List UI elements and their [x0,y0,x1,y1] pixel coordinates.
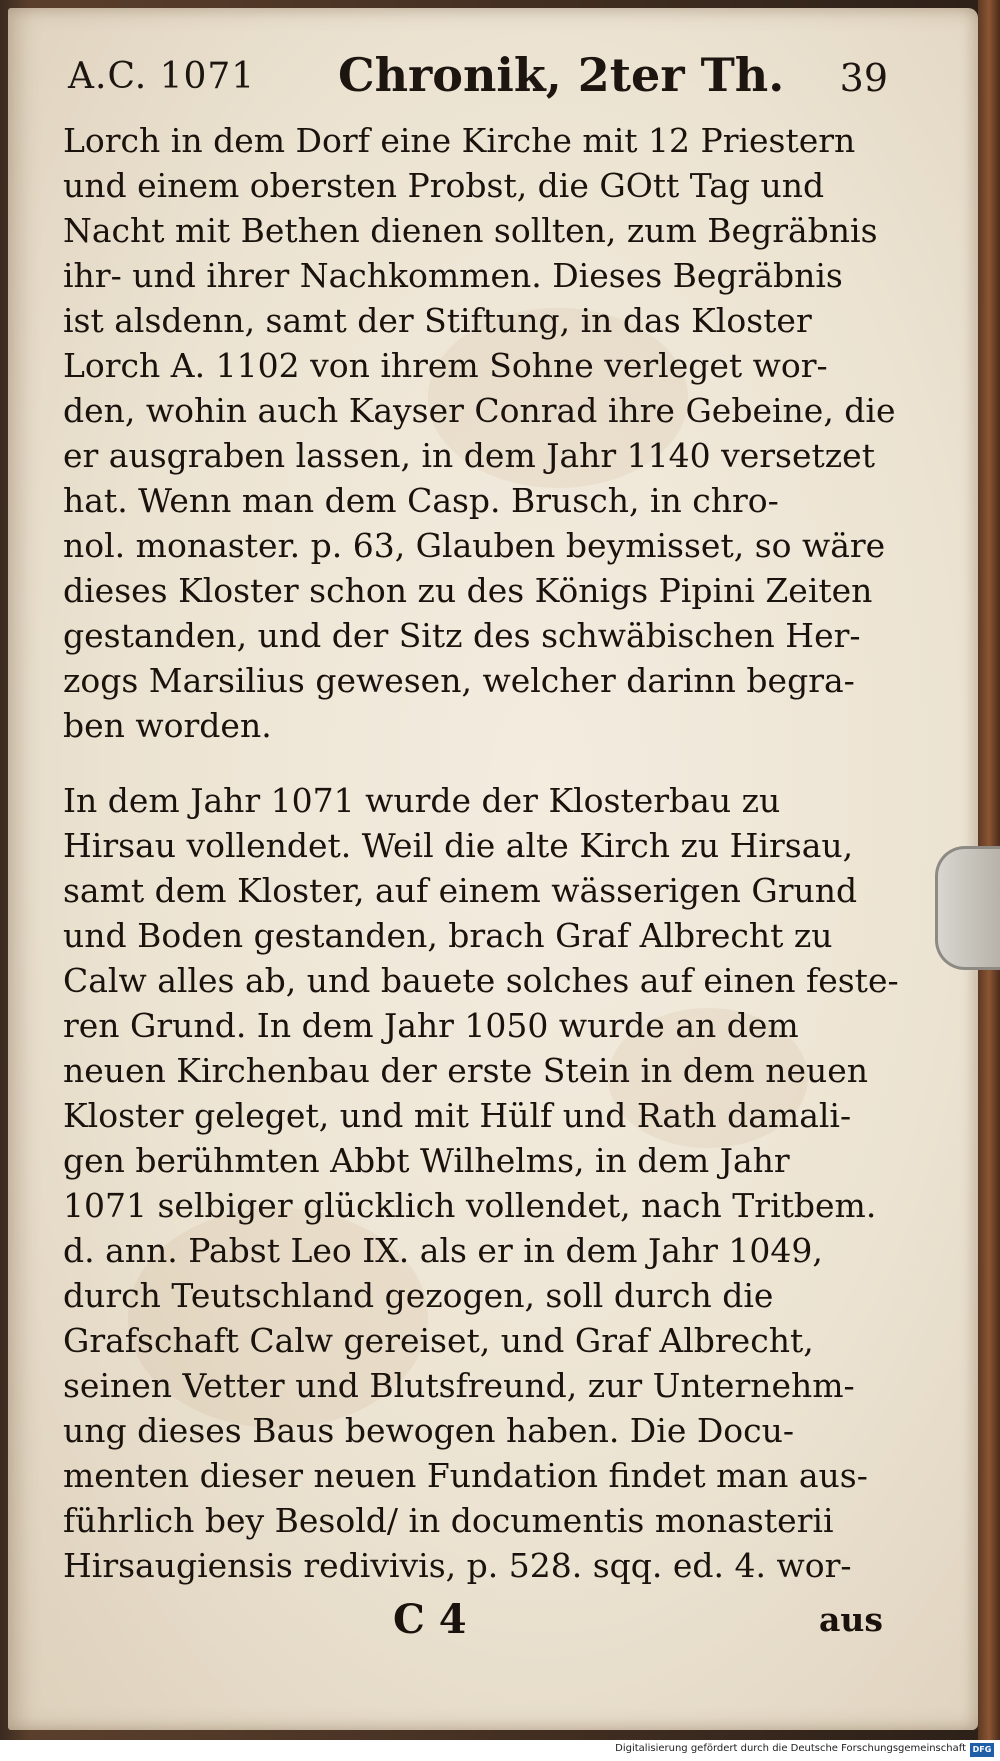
text-line: Hirsau vollendet. Weil die alte Kirch zu Hirsau, [63,826,854,865]
text-line: Kloster geleget, und mit Hülf und Rath damali- [63,1096,852,1135]
running-head [68,48,888,108]
dfg-logo: DFG [970,1743,994,1757]
text-line: führlich bey Besold/ in documentis monasterii [63,1501,834,1540]
paragraph-1 [63,118,896,748]
text-line: d. ann. Pabst Leo IX. als er in dem Jahr 1049, [63,1231,823,1270]
text-line: Hirsaugiensis redivivis, p. 528. sqq. ed. 4. wor- [63,1546,852,1585]
digitization-credit: Digitalisierung gefördert durch die Deutsche Forschungsgemeinschaft [615,1743,966,1754]
text-line: In dem Jahr 1071 wurde der Klosterbau zu [63,781,781,820]
text-line: er ausgraben lassen, in dem Jahr 1140 versetzet [63,436,875,475]
header-year: A.C. 1071 [68,56,256,97]
text-line: Grafschaft Calw gereiset, und Graf Albrecht, [63,1321,814,1360]
header-title: Chronik, 2ter Th. [338,48,785,102]
text-line: den, wohin auch Kayser Conrad ihre Gebeine, die [63,391,896,430]
page-footer-marks [63,1596,883,1646]
text-line: ben worden. [63,706,272,745]
text-line: zogs Marsilius gewesen, welcher darinn begra- [63,661,855,700]
text-line: 1071 selbiger glücklich vollendet, nach Tritbem. [63,1186,877,1225]
text-line: Nacht mit Bethen dienen sollten, zum Begräbnis [63,211,878,250]
text-line: Calw alles ab, und bauete solches auf einen feste- [63,961,899,1000]
book-clip [935,846,1000,970]
text-line: ist alsdenn, samt der Stiftung, in das Kloster [63,301,812,340]
signature-mark: C 4 [393,1596,467,1643]
text-line: und Boden gestanden, brach Graf Albrecht zu [63,916,833,955]
page-number: 39 [839,56,888,100]
text-line: Lorch A. 1102 von ihrem Sohne verleget wor- [63,346,828,385]
text-line: ren Grund. In dem Jahr 1050 wurde an dem [63,1006,799,1045]
text-line: seinen Vetter und Blutsfreund, zur Unternehm- [63,1366,855,1405]
text-line: ihr- und ihrer Nachkommen. Dieses Begräbnis [63,256,843,295]
text-line: ung dieses Baus bewogen haben. Die Docu- [63,1411,795,1450]
text-line: gen berühmten Abbt Wilhelms, in dem Jahr [63,1141,790,1180]
text-line: nol. monaster. p. 63, Glauben beymisset, so wäre [63,526,886,565]
text-line: gestanden, und der Sitz des schwäbischen Her- [63,616,861,655]
text-line: Lorch in dem Dorf eine Kirche mit 12 Priestern [63,121,856,160]
catchword: aus [819,1600,883,1639]
text-line: hat. Wenn man dem Casp. Brusch, in chro- [63,481,779,520]
text-line: menten dieser neuen Fundation findet man aus- [63,1456,868,1495]
text-line: durch Teutschland gezogen, soll durch die [63,1276,774,1315]
book-page [8,8,978,1730]
text-line: neuen Kirchenbau der erste Stein in dem neuen [63,1051,869,1090]
scan-footer [0,1740,1000,1761]
text-line: dieses Kloster schon zu des Königs Pipini Zeiten [63,571,873,610]
text-line: samt dem Kloster, auf einem wässerigen Grund [63,871,858,910]
text-line: und einem obersten Probst, die GOtt Tag und [63,166,825,205]
paragraph-2 [63,778,899,1588]
